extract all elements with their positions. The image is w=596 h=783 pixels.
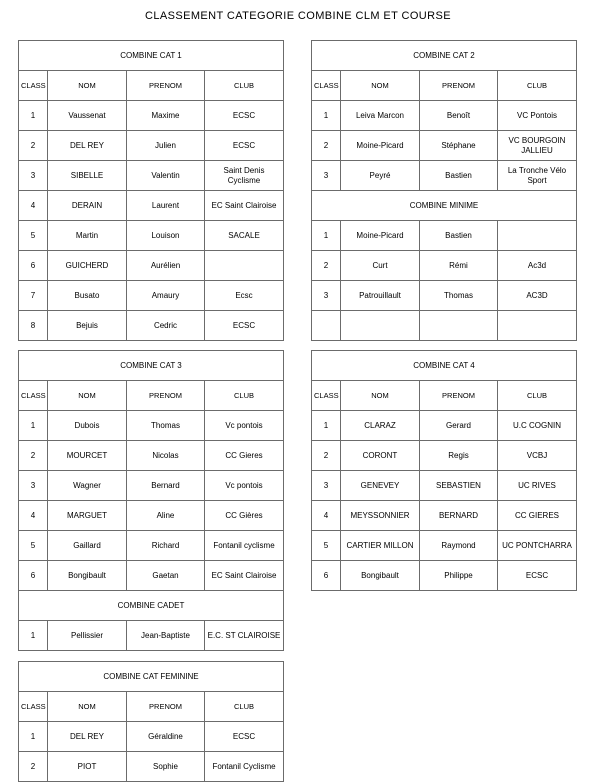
section-title: COMBINE MINIME — [312, 191, 577, 221]
club-cell: Vc pontois — [205, 411, 284, 441]
table-row — [312, 561, 577, 591]
table-row — [19, 501, 284, 531]
table-row — [312, 441, 577, 471]
table-row — [19, 531, 284, 561]
rank-cell: 4 — [19, 191, 48, 221]
table-row — [19, 281, 284, 311]
prenom-cell: BERNARD — [420, 501, 498, 531]
table-row — [312, 101, 577, 131]
rank-cell: 7 — [19, 281, 48, 311]
club-cell: AC3D — [498, 281, 577, 311]
nom-cell: Peyré — [341, 161, 420, 191]
nom-header: NOM — [48, 381, 127, 411]
prenom-header: PRENOM — [420, 71, 498, 101]
club-header: CLUB — [498, 71, 577, 101]
prenom-cell: Aline — [127, 501, 205, 531]
rank-cell: 6 — [19, 561, 48, 591]
nom-header: NOM — [48, 71, 127, 101]
table-row — [312, 531, 577, 561]
nom-cell: Vaussenat — [48, 101, 127, 131]
column-header-row — [312, 71, 577, 101]
club-header: CLUB — [205, 692, 284, 722]
club-cell — [498, 311, 577, 341]
prenom-cell: Cedric — [127, 311, 205, 341]
prenom-cell: Bastien — [420, 161, 498, 191]
club-cell: VC Pontois — [498, 101, 577, 131]
prenom-cell: Nicolas — [127, 441, 205, 471]
nom-cell: Leiva Marcon — [341, 101, 420, 131]
prenom-cell: Raymond — [420, 531, 498, 561]
rank-cell: 3 — [312, 281, 341, 311]
class-header: CLASS — [19, 71, 48, 101]
results-table-combine-cat-2-minime — [311, 40, 577, 341]
rank-cell: 6 — [19, 251, 48, 281]
prenom-cell: Philippe — [420, 561, 498, 591]
nom-cell: DERAIN — [48, 191, 127, 221]
rank-cell: 8 — [19, 311, 48, 341]
results-table-combine-cat-4 — [311, 350, 577, 591]
nom-cell: Martin — [48, 221, 127, 251]
rank-cell: 5 — [19, 531, 48, 561]
nom-cell — [341, 311, 420, 341]
club-cell: Fontanil Cyclisme — [205, 752, 284, 782]
prenom-header: PRENOM — [127, 381, 205, 411]
nom-cell: SIBELLE — [48, 161, 127, 191]
prenom-cell: Sophie — [127, 752, 205, 782]
table-row — [19, 161, 284, 191]
table-row — [312, 411, 577, 441]
section-title: COMBINE CAT 2 — [312, 41, 577, 71]
prenom-cell: Maxime — [127, 101, 205, 131]
nom-cell: CORONT — [341, 441, 420, 471]
nom-cell: Wagner — [48, 471, 127, 501]
nom-cell: Bongibault — [341, 561, 420, 591]
rank-cell: 2 — [19, 131, 48, 161]
nom-cell: GUICHERD — [48, 251, 127, 281]
rank-cell: 2 — [19, 441, 48, 471]
section-title-row — [312, 351, 577, 381]
rank-cell: 3 — [19, 471, 48, 501]
nom-header: NOM — [48, 692, 127, 722]
rank-cell: 1 — [19, 411, 48, 441]
club-cell: La Tronche Vélo Sport — [498, 161, 577, 191]
prenom-header: PRENOM — [127, 71, 205, 101]
table-row — [312, 251, 577, 281]
nom-header: NOM — [341, 71, 420, 101]
nom-cell: MOURCET — [48, 441, 127, 471]
nom-cell: CARTIER MILLON — [341, 531, 420, 561]
prenom-cell: Rémi — [420, 251, 498, 281]
rank-cell: 3 — [19, 161, 48, 191]
club-cell: ECSC — [205, 311, 284, 341]
results-table-combine-cat-feminine — [18, 661, 284, 782]
nom-cell: Busato — [48, 281, 127, 311]
prenom-cell: Laurent — [127, 191, 205, 221]
rank-cell: 2 — [312, 131, 341, 161]
nom-cell: CLARAZ — [341, 411, 420, 441]
rank-cell: 2 — [19, 752, 48, 782]
rank-cell: 5 — [19, 221, 48, 251]
nom-cell: PIOT — [48, 752, 127, 782]
column-header-row — [312, 381, 577, 411]
club-cell: Ac3d — [498, 251, 577, 281]
table-row — [19, 561, 284, 591]
nom-cell: Patrouillault — [341, 281, 420, 311]
nom-cell: MEYSSONNIER — [341, 501, 420, 531]
rank-cell: 2 — [312, 441, 341, 471]
rank-cell: 2 — [312, 251, 341, 281]
table-row — [312, 281, 577, 311]
club-cell: UC PONTCHARRA — [498, 531, 577, 561]
prenom-cell: Gerard — [420, 411, 498, 441]
table-row — [19, 722, 284, 752]
class-header: CLASS — [19, 692, 48, 722]
class-header: CLASS — [312, 71, 341, 101]
club-cell: CC Gières — [205, 501, 284, 531]
club-cell: CC Gieres — [205, 441, 284, 471]
rank-cell: 1 — [19, 722, 48, 752]
prenom-cell: Thomas — [127, 411, 205, 441]
table-row — [19, 131, 284, 161]
club-cell: Fontanil cyclisme — [205, 531, 284, 561]
table-row — [19, 621, 284, 651]
club-cell: VCBJ — [498, 441, 577, 471]
prenom-header: PRENOM — [127, 692, 205, 722]
club-header: CLUB — [498, 381, 577, 411]
prenom-cell: Benoît — [420, 101, 498, 131]
results-table-combine-cat-3-cadet — [18, 350, 284, 651]
prenom-cell: Amaury — [127, 281, 205, 311]
table-row — [19, 752, 284, 782]
nom-cell: Gaillard — [48, 531, 127, 561]
table-row — [19, 101, 284, 131]
prenom-cell: Jean-Baptiste — [127, 621, 205, 651]
rank-cell: 4 — [19, 501, 48, 531]
table-row — [19, 251, 284, 281]
prenom-cell: Bastien — [420, 221, 498, 251]
prenom-cell: Aurélien — [127, 251, 205, 281]
club-cell — [498, 221, 577, 251]
club-header: CLUB — [205, 71, 284, 101]
rank-cell: 1 — [19, 101, 48, 131]
table-row — [312, 221, 577, 251]
club-cell: VC BOURGOIN JALLIEU — [498, 131, 577, 161]
section-title-row — [19, 41, 284, 71]
nom-cell: GENEVEY — [341, 471, 420, 501]
rank-cell: 4 — [312, 501, 341, 531]
rank-cell: 5 — [312, 531, 341, 561]
club-header: CLUB — [205, 381, 284, 411]
club-cell: ECSC — [205, 722, 284, 752]
table-row — [19, 441, 284, 471]
club-cell: ECSC — [498, 561, 577, 591]
prenom-cell: Louison — [127, 221, 205, 251]
rank-cell: 1 — [312, 411, 341, 441]
rank-cell — [312, 311, 341, 341]
table-row — [312, 311, 577, 341]
table-row — [312, 131, 577, 161]
club-cell: UC RIVES — [498, 471, 577, 501]
club-cell: SACALE — [205, 221, 284, 251]
club-cell — [205, 251, 284, 281]
section-title-row — [19, 662, 284, 692]
club-cell: Saint Denis Cyclisme — [205, 161, 284, 191]
rank-cell: 3 — [312, 161, 341, 191]
rank-cell: 1 — [19, 621, 48, 651]
table-row — [19, 471, 284, 501]
club-cell: Ecsc — [205, 281, 284, 311]
nom-cell: MARGUET — [48, 501, 127, 531]
table-row — [19, 411, 284, 441]
class-header: CLASS — [19, 381, 48, 411]
section-title: COMBINE CAT 1 — [19, 41, 284, 71]
club-cell: ECSC — [205, 101, 284, 131]
club-cell: Vc pontois — [205, 471, 284, 501]
rank-cell: 6 — [312, 561, 341, 591]
page-title: CLASSEMENT CATEGORIE COMBINE CLM ET COURSE — [145, 10, 451, 22]
prenom-header: PRENOM — [420, 381, 498, 411]
nom-cell: Curt — [341, 251, 420, 281]
prenom-cell: Gaetan — [127, 561, 205, 591]
nom-cell: Bejuis — [48, 311, 127, 341]
nom-cell: Moine-Picard — [341, 221, 420, 251]
section-title: COMBINE CAT 4 — [312, 351, 577, 381]
table-row — [312, 501, 577, 531]
prenom-cell: Bernard — [127, 471, 205, 501]
prenom-cell: Stéphane — [420, 131, 498, 161]
table-row — [19, 311, 284, 341]
prenom-cell: Valentin — [127, 161, 205, 191]
club-cell: CC GIERES — [498, 501, 577, 531]
section-title-row — [19, 351, 284, 381]
nom-cell: Dubois — [48, 411, 127, 441]
club-cell: U.C COGNIN — [498, 411, 577, 441]
rank-cell: 1 — [312, 221, 341, 251]
column-header-row — [19, 692, 284, 722]
prenom-cell: Thomas — [420, 281, 498, 311]
prenom-cell: SEBASTIEN — [420, 471, 498, 501]
rank-cell: 3 — [312, 471, 341, 501]
class-header: CLASS — [312, 381, 341, 411]
club-cell: EC Saint Clairoise — [205, 561, 284, 591]
prenom-cell: Richard — [127, 531, 205, 561]
club-cell: ECSC — [205, 131, 284, 161]
prenom-cell: Géraldine — [127, 722, 205, 752]
table-row — [312, 161, 577, 191]
nom-cell: Moine-Picard — [341, 131, 420, 161]
club-cell: EC Saint Clairoise — [205, 191, 284, 221]
section-title: COMBINE CADET — [19, 591, 284, 621]
section-title-row — [312, 191, 577, 221]
section-title: COMBINE CAT FEMININE — [19, 662, 284, 692]
nom-cell: DEL REY — [48, 131, 127, 161]
section-title-row — [19, 591, 284, 621]
section-title: COMBINE CAT 3 — [19, 351, 284, 381]
nom-header: NOM — [341, 381, 420, 411]
table-row — [19, 221, 284, 251]
section-title-row — [312, 41, 577, 71]
nom-cell: DEL REY — [48, 722, 127, 752]
column-header-row — [19, 71, 284, 101]
table-row — [312, 471, 577, 501]
column-header-row — [19, 381, 284, 411]
nom-cell: Pellissier — [48, 621, 127, 651]
rank-cell: 1 — [312, 101, 341, 131]
prenom-cell — [420, 311, 498, 341]
table-row — [19, 191, 284, 221]
nom-cell: Bongibault — [48, 561, 127, 591]
prenom-cell: Julien — [127, 131, 205, 161]
prenom-cell: Regis — [420, 441, 498, 471]
results-table-combine-cat-1 — [18, 40, 284, 341]
club-cell: E.C. ST CLAIROISE — [205, 621, 284, 651]
